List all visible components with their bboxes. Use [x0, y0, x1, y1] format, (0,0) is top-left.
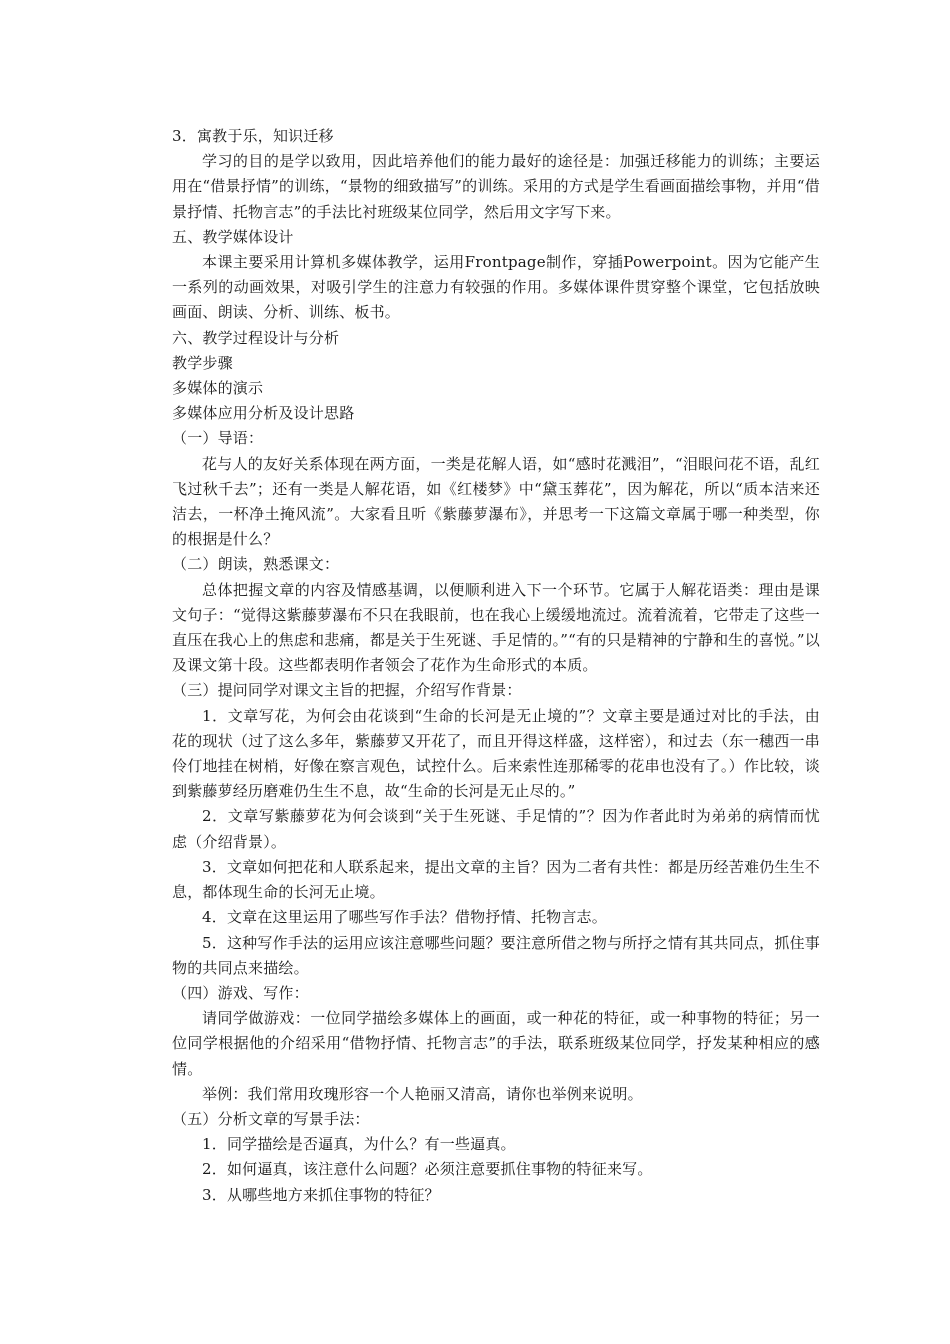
section-heading: 多媒体应用分析及设计思路 — [172, 404, 355, 423]
body-paragraph: 本课主要采用计算机多媒体教学，运用Frontpage制作，穿插Powerpoint。因为它能产生一系列的动画效果，对吸引学生的注意力有较强的作用。多媒体课件贯穿整个课堂，它包括放映画面、朗读、分析、训练、板书。 — [172, 253, 820, 322]
subsection-heading: （二）朗读，熟悉课文： — [172, 555, 340, 574]
section-heading: 教学步骤 — [172, 353, 233, 372]
numbered-item: 1．同学描绘是否逼真，为什么？有一些逼真。 — [202, 1135, 516, 1154]
numbered-item: 1．文章写花，为何会由花谈到“生命的长河是无止境的”？文章主要是通过对比的手法，由花的现状（过了这么多年，紫藤萝又开花了，而且开得这样盛，这样密），和过去（东一穗西一串伶仃地挂在树梢，好像在察言观色，试控什么。后来索性连那稀零的花串也没有了。）作比较，谈到紫藤萝经历磨难仍生生不息，故“生命的长河是无止尽的。” — [172, 706, 820, 801]
document-body — [172, 124, 820, 1208]
section-heading: 五、教学媒体设计 — [172, 227, 294, 246]
numbered-item: 2．文章写紫藤萝花为何会谈到“关于生死谜、手足情的”？因为作者此时为弟弟的病情而忧虑（介绍背景）。 — [172, 807, 820, 851]
section-heading: 多媒体的演示 — [172, 379, 264, 398]
numbered-item: 4．文章在这里运用了哪些写作手法？借物抒情、托物言志。 — [202, 908, 607, 927]
subsection-heading: （三）提问同学对课文主旨的把握，介绍写作背景： — [172, 681, 522, 700]
numbered-item: 3．从哪些地方来抓住事物的特征？ — [202, 1185, 440, 1204]
section-heading: 六、教学过程设计与分析 — [172, 328, 340, 347]
numbered-item: 5．这种写作手法的运用应该注意哪些问题？要注意所借之物与所抒之情有其共同点，抓住事物的共同点来描绘。 — [172, 933, 820, 977]
subsection-heading: （四）游戏、写作： — [172, 983, 309, 1002]
numbered-item: 2．如何逼真，该注意什么问题？必须注意要抓住事物的特征来写。 — [202, 1160, 653, 1179]
subsection-heading: （五）分析文章的写景手法： — [172, 1109, 370, 1128]
body-paragraph: 举例：我们常用玫瑰形容一个人艳丽又清高，请你也举例来说明。 — [202, 1084, 643, 1103]
body-paragraph: 请同学做游戏：一位同学描绘多媒体上的画面，或一种花的特征，或一种事物的特征；另一位同学根据他的介绍采用“借物抒情、托物言志”的手法，联系班级某位同学，抒发某种相应的感情。 — [172, 1009, 820, 1078]
numbered-item: 3．文章如何把花和人联系起来，提出文章的主旨？因为二者有共性：都是历经苦难仍生生不息，都体现生命的长河无止境。 — [172, 857, 820, 902]
body-paragraph: 学习的目的是学以致用，因此培养他们的能力最好的途径是：加强迁移能力的训练；主要运用在“借景抒情”的训练，“景物的细致描写”的训练。采用的方式是学生看画面描绘事物，并用“借景抒情、托物言志”的手法比衬班级某位同学，然后用文字写下来。 — [172, 152, 820, 221]
body-paragraph: 总体把握文章的内容及情感基调，以便顺利进入下一个环节。它属于人解花语类：理由是课文句子：“觉得这紫藤萝瀑布不只在我眼前，也在我心上缓缓地流过。流着流着，它带走了这些一直压在我心上的焦虑和悲痛，都是关于生死谜、手足情的。”“有的只是精神的宁静和生的喜悦。”以及课文第十段。这些都表明作者领会了花作为生命形式的本质。 — [172, 580, 820, 675]
subsection-heading: （一）导语： — [172, 429, 264, 448]
body-paragraph: 花与人的友好关系体现在两方面，一类是花解人语，如“感时花溅泪”，“泪眼问花不语，乱红飞过秋千去”；还有一类是人解花语，如《红楼梦》中“黛玉葬花”，因为解花，所以“质本洁来还洁去，一杯净土掩风流”。大家看且听《紫藤萝瀑布》，并思考一下这篇文章属于哪一种类型，你的根据是什么？ — [172, 454, 820, 549]
section-heading: 3．寓教于乐，知识迁移 — [172, 127, 334, 145]
